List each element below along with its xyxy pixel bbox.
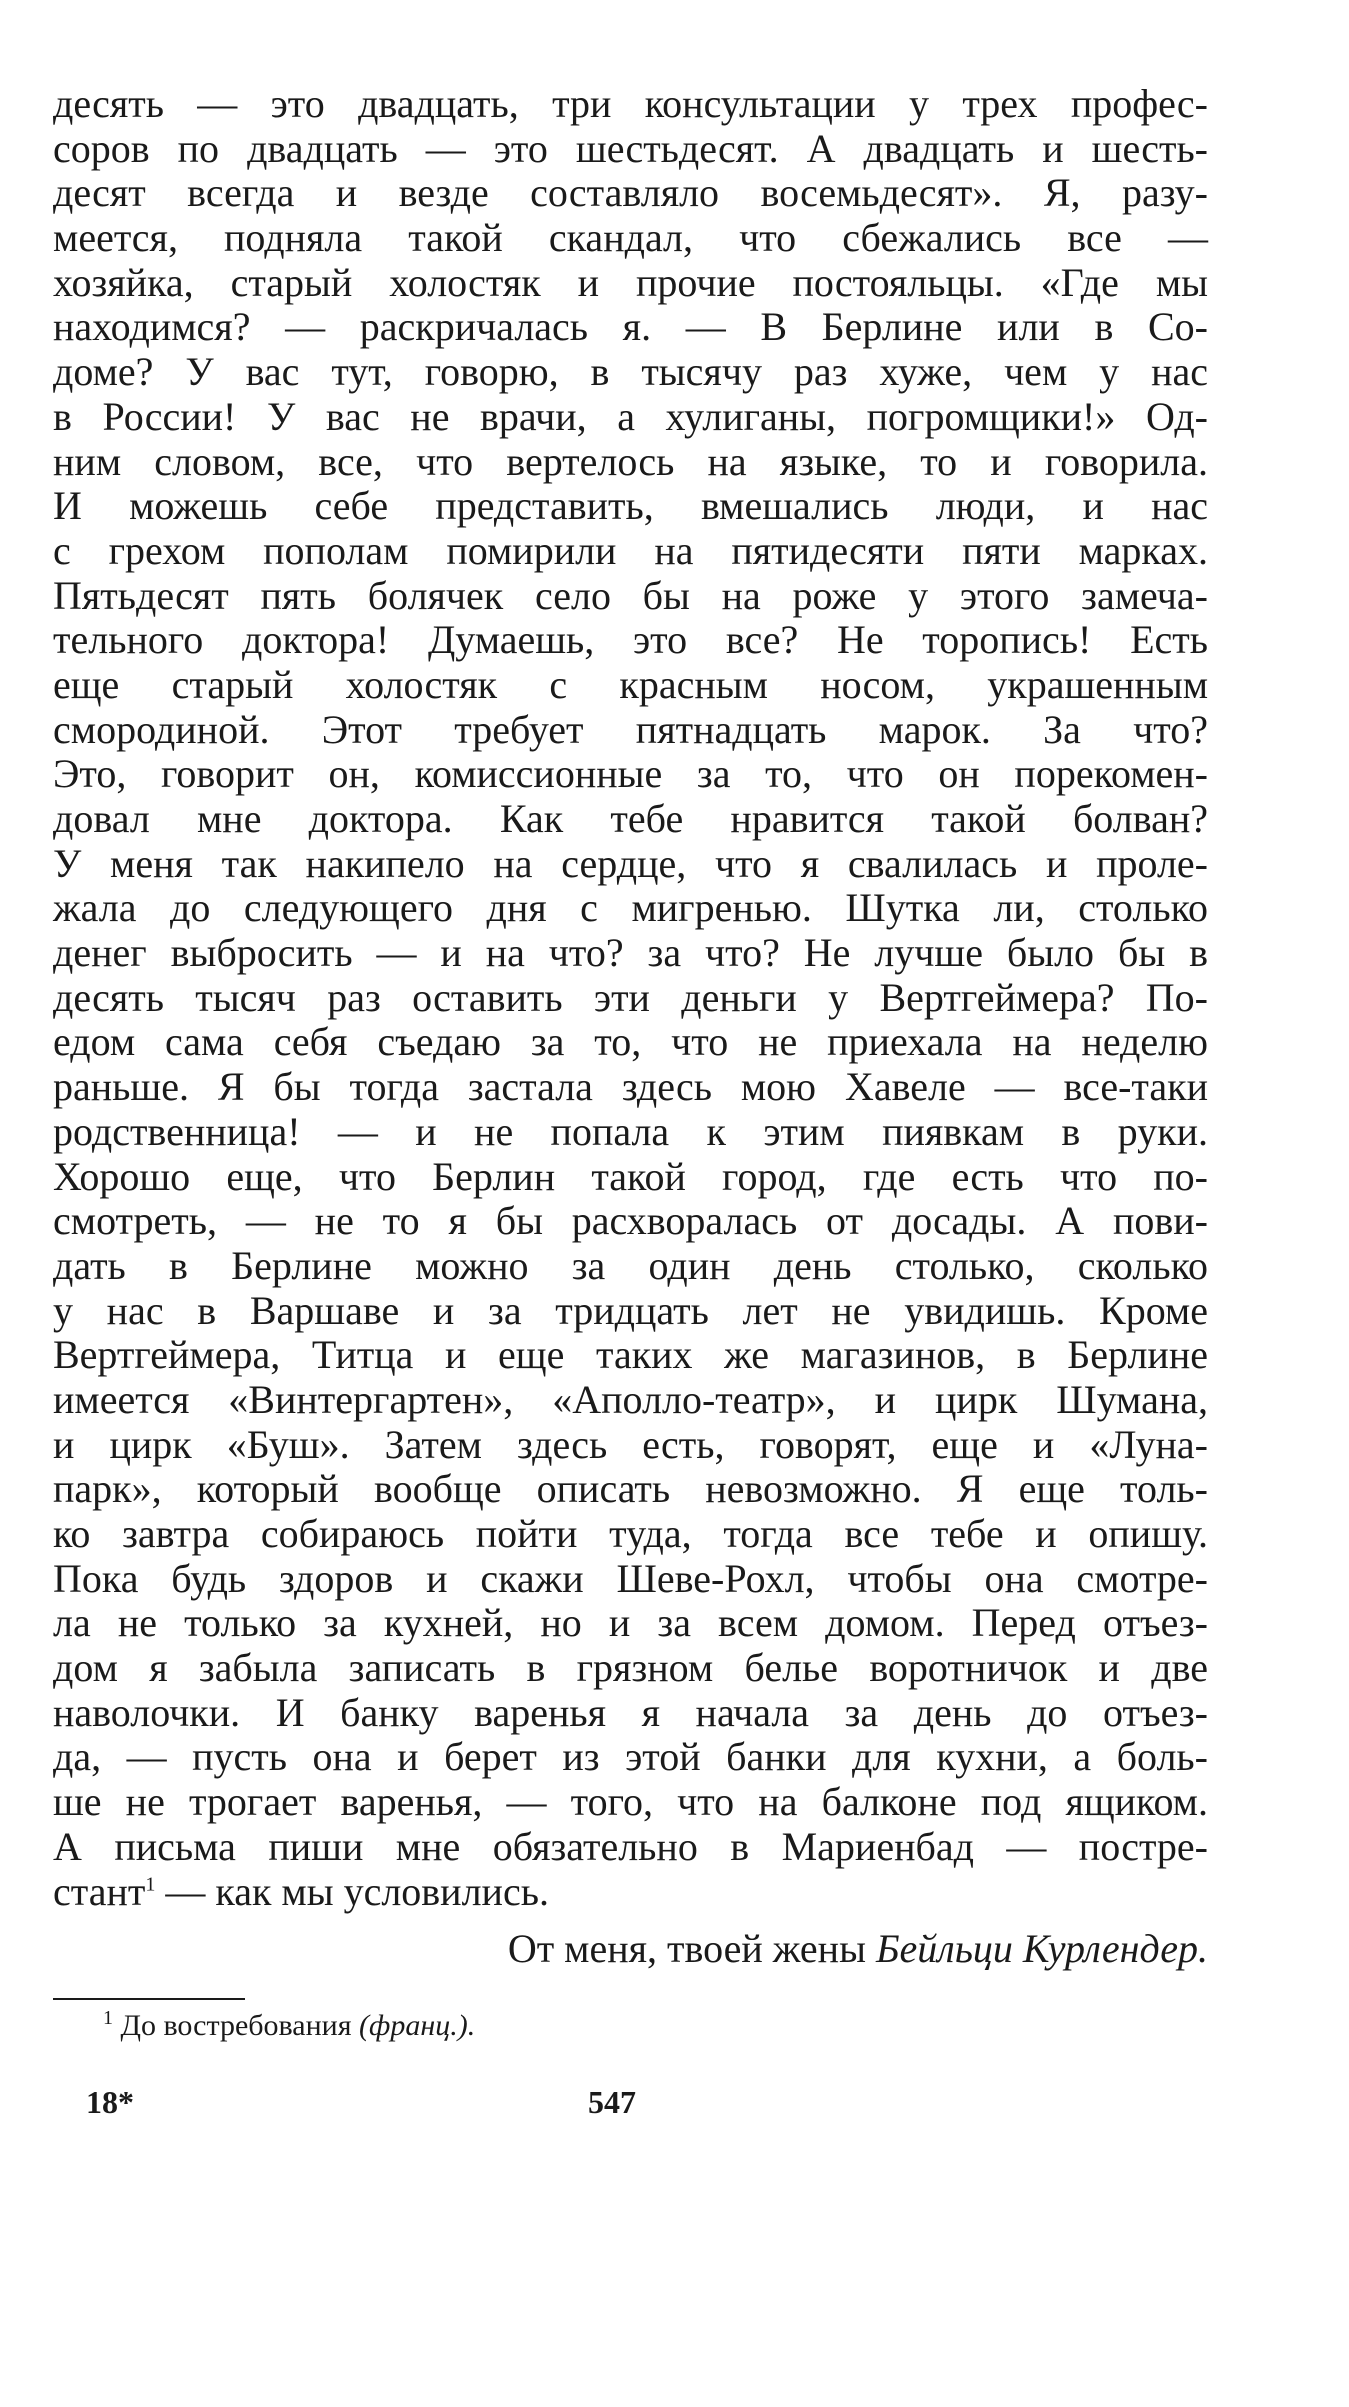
footnote-language: (франц.). bbox=[359, 2009, 476, 2042]
text-line: Вертгеймера, Титца и еще таких же магазинов, в Берлине bbox=[53, 1332, 1208, 1378]
text-line: доме? У вас тут, говорю, в тысячу раз хуже, чем у нас bbox=[53, 349, 1208, 395]
text-line: ше не трогает варенья, — того, что на балконе под ящиком. bbox=[53, 1779, 1208, 1825]
text-line: имеется «Винтергартен», «Аполло-театр», и цирк Шумана, bbox=[53, 1376, 1208, 1422]
body-text bbox=[53, 82, 1208, 1914]
text-line-last-start: стант bbox=[53, 1868, 146, 1914]
text-line: парк», который вообще описать невозможно. Я еще толь- bbox=[53, 1466, 1208, 1512]
text-line: смородиной. Этот требует пятнадцать марок. За что? bbox=[53, 706, 1208, 752]
page-number: 547 bbox=[588, 2084, 636, 2120]
text-line: А письма пиши мне обязательно в Мариенбад — пострe- bbox=[53, 1823, 1208, 1869]
text-line: тельного доктора! Думаешь, это все? Не торопись! Есть bbox=[53, 617, 1208, 663]
letter-signature bbox=[53, 1924, 1208, 1974]
footnote-rule bbox=[53, 1998, 245, 2000]
signature-prefix: От меня, твоей жены bbox=[507, 1926, 876, 1971]
text-line: И можешь себе представить, вмешались люди, и нас bbox=[53, 483, 1208, 529]
text-line: ко завтра собираюсь пойти туда, тогда все тебе и опишу. bbox=[53, 1511, 1208, 1556]
text-line: Это, говорит он, комиссионные за то, что он порекомен- bbox=[53, 751, 1208, 797]
text-line: раньше. Я бы тогда застала здесь мою Хавеле — все-таки bbox=[53, 1064, 1208, 1110]
text-line: Хорошо еще, что Берлин такой город, где есть что по- bbox=[53, 1153, 1208, 1199]
signature-name: Бейльци Курлендер. bbox=[875, 1926, 1208, 1971]
text-line: смотреть, — не то я бы расхворалась от досады. А пови- bbox=[53, 1198, 1208, 1244]
text-line: еще старый холостяк с красным носом, украшенным bbox=[53, 661, 1208, 707]
text-line: десять — это двадцать, три консультации у трех профес- bbox=[53, 81, 1208, 126]
text-line: десять тысяч раз оставить эти деньги у Вертгеймера? По- bbox=[53, 974, 1208, 1020]
text-line: дать в Берлине можно за один день столько, сколько bbox=[53, 1242, 1208, 1288]
footnote-text: До востребования bbox=[113, 2009, 360, 2042]
text-line: дом я забыла записать в грязном белье воротничок и две bbox=[53, 1645, 1208, 1691]
text-line: денег выбросить — и на что? за что? Не лучше было бы в bbox=[53, 930, 1208, 976]
text-line: у нас в Варшаве и за тридцать лет не увидишь. Кроме bbox=[53, 1287, 1208, 1333]
text-line: ла не только за кухней, но и за всем домом. Перед отъез- bbox=[53, 1600, 1208, 1646]
text-line: десят всегда и везде составляло восемьдесят». Я, разу- bbox=[53, 170, 1208, 216]
text-line: Пока будь здоров и скажи Шеве-Рохл, чтобы она смотре- bbox=[53, 1555, 1208, 1601]
text-line: довал мне доктора. Как тебе нравится такой болван? bbox=[53, 796, 1208, 841]
text-line: да, — пусть она и берет из этой банки для кухни, а боль- bbox=[53, 1734, 1208, 1780]
text-line: соров по двадцать — это шестьдесят. А двадцать и шесть- bbox=[53, 125, 1208, 171]
text-line-last-end: — как мы условились. bbox=[155, 1868, 549, 1914]
text-line: жала до следующего дня с мигренью. Шутка ли, столько bbox=[53, 885, 1208, 931]
text-line: хозяйка, старый холостяк и прочие постояльцы. «Где мы bbox=[53, 259, 1208, 305]
text-line: и цирк «Буш». Затем здесь есть, говорят, еще и «Луна- bbox=[53, 1421, 1208, 1467]
footnote bbox=[103, 2006, 475, 2046]
text-line: Пятьдесят пять болячек село бы на роже у этого замеча- bbox=[53, 572, 1208, 618]
text-line: наволочки. И банку варенья я начала за день до отъез- bbox=[53, 1689, 1208, 1735]
text-line: находимся? — раскричалась я. — В Берлине или в Со- bbox=[53, 304, 1208, 350]
text-line: ним словом, все, что вертелось на языке, то и говорила. bbox=[53, 438, 1208, 484]
printer-signature-mark: 18* bbox=[86, 2084, 134, 2120]
text-line: едом сама себя съедаю за то, что не приехала на неделю bbox=[53, 1019, 1208, 1065]
text-line: родственница! — и не попала к этим пиявкам в руки. bbox=[53, 1108, 1208, 1154]
text-line-last bbox=[53, 1870, 1208, 1915]
footnote-marker: 1 bbox=[103, 2007, 113, 2029]
text-line: меется, подняла такой скандал, что сбежались все — bbox=[53, 215, 1208, 261]
text-line: в России! У вас не врачи, а хулиганы, погромщики!» Од- bbox=[53, 393, 1208, 439]
footnote-reference: 1 bbox=[145, 1873, 156, 1896]
text-line: У меня так накипело на сердце, что я свалилась и проле- bbox=[53, 840, 1208, 886]
text-line: с грехом пополам помирили на пятидесяти пяти марках. bbox=[53, 527, 1208, 573]
